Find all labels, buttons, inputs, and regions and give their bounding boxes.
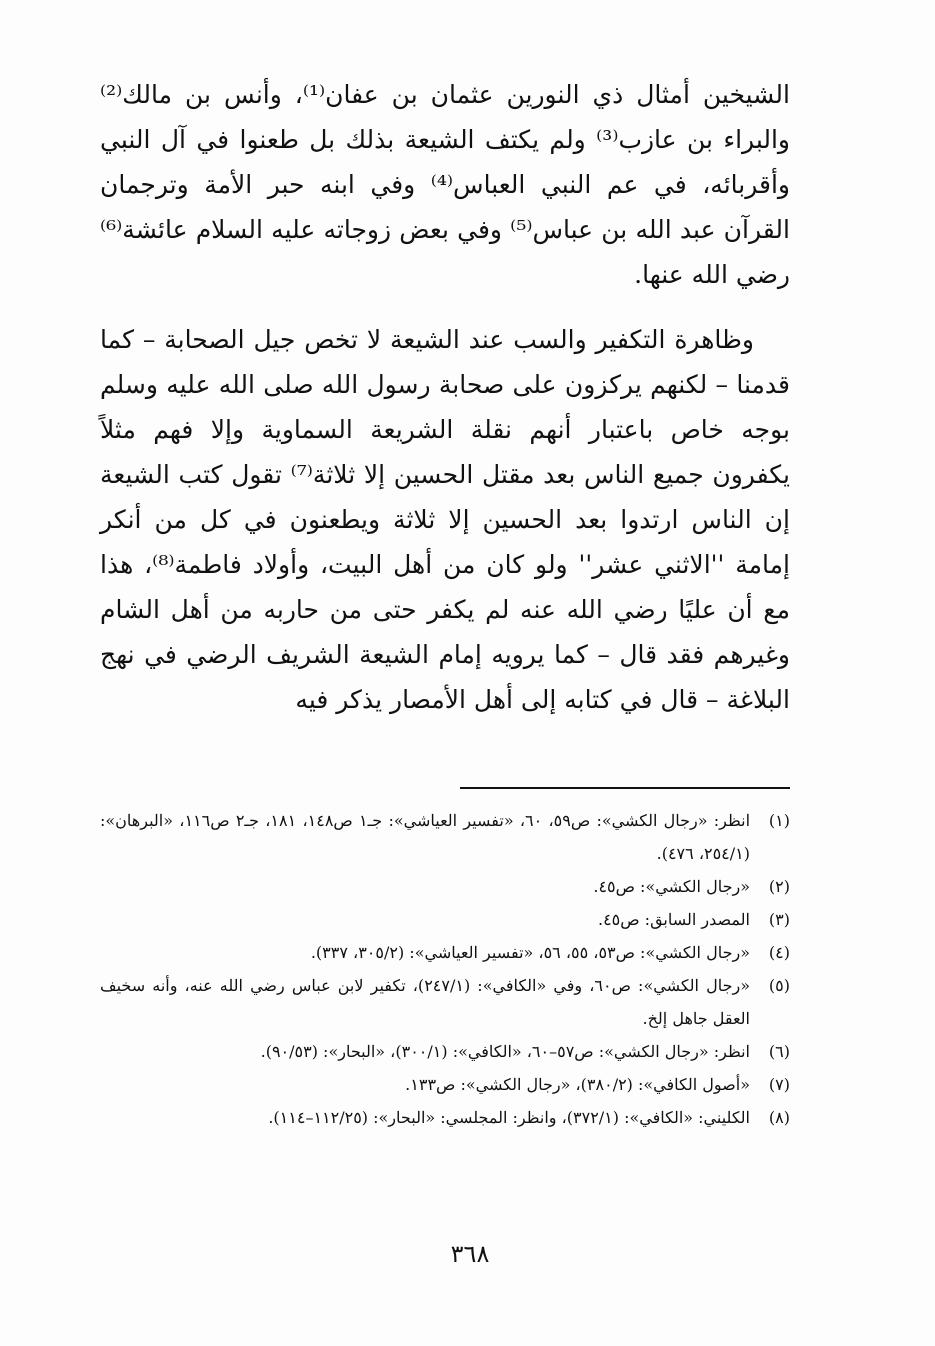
footnote-8 — [100, 1101, 790, 1134]
footnote-number: (٢) — [768, 877, 790, 896]
footnote-text: المصدر السابق: ص٤٥. — [597, 910, 750, 929]
paragraph-1: الشيخين أمثال ذي النورين عثمان بن عفان⁽¹⁾، وأنس بن مالك⁽²⁾ والبراء بن عازب⁽³⁾ ولم يكتف الشيعة بذلك بل طعنوا في آل النبي وأقربائه، في عم النبي العباس⁽⁴⁾ وفي ابنه حبر الأمة وترجمان القرآن عبد الله بن عباس⁽⁵⁾ وفي بعض زوجاته عليه السلام عائشة⁽⁶⁾ رضي الله عنها. — [100, 80, 790, 289]
footnote-text: انظر: «رجال الكشي»: ص٥٧–٦٠، «الكافي»: (٣٠٠/١)، «البحار»: (٩٠/٥٣). — [260, 1042, 750, 1061]
footnote-text: «رجال الكشي»: ص٦٠، وفي «الكافي»: (٢٤٧/١)، تكفير لابن عباس رضي الله عنه، وأنه سخيف العقل جاهل إلخ. — [100, 976, 751, 1028]
footnote-text: «أصول الكافي»: (٣٨٠/٢)، «رجال الكشي»: ص١٣٣. — [405, 1075, 750, 1094]
footnote-text: انظر: «رجال الكشي»: ص٥٩، ٦٠، «تفسير العياشي»: جـ١ ص١٤٨، ١٨١، جـ٢ ص١١٦، «البرهان»: (٢٥٤/١، ٤٧٦). — [100, 811, 751, 863]
footnote-7 — [100, 1068, 790, 1101]
main-text — [100, 72, 790, 722]
footnote-4 — [100, 936, 790, 969]
footnote-number: (٣) — [768, 910, 790, 929]
footnote-text: «رجال الكشي»: ص٤٥. — [593, 877, 750, 896]
footnote-number: (٦) — [768, 1042, 790, 1061]
footnote-number: (٧) — [768, 1075, 790, 1094]
footnotes — [100, 804, 790, 1134]
footnote-number: (٤) — [768, 943, 790, 962]
footnote-number: (٨) — [768, 1108, 790, 1127]
footnote-separator — [460, 787, 790, 789]
footnote-1 — [100, 804, 790, 870]
footnote-text: الكليني: «الكافي»: (٣٧٢/١)، وانظر: المجلسي: «البحار»: (١١٢/٢٥–١١٤). — [268, 1108, 750, 1127]
footnote-5 — [100, 969, 790, 1035]
footnote-number: (٥) — [768, 976, 790, 995]
footnote-2 — [100, 870, 790, 903]
footnote-number: (١) — [768, 811, 790, 830]
paragraph-2: وظاهرة التكفير والسب عند الشيعة لا تخص جيل الصحابة – كما قدمنا – لكنهم يركزون على صحابة رسول الله صلى الله عليه وسلم بوجه خاص باعتبار أنهم نقلة الشريعة السماوية وإلا فهم مثلاً يكفرون جميع الناس بعد مقتل الحسين إلا ثلاثة⁽⁷⁾ تقول كتب الشيعة إن الناس ارتدوا بعد الحسين إلا ثلاثة ويطعنون في كل من أنكر إمامة ''الاثني عشر'' ولو كان من أهل البيت، وأولاد فاطمة⁽⁸⁾، هذا مع أن عليًا رضي الله عنه لم يكفر حتى من حاربه من أهل الشام وغيرهم فقد قال – كما يرويه إمام الشيعة الشريف الرضي في نهج البلاغة – قال في كتابه إلى أهل الأمصار يذكر فيه — [100, 325, 791, 714]
footnote-text: «رجال الكشي»: ص٥٣، ٥٥، ٥٦، «تفسير العياشي»: (٣٠٥/٢، ٣٣٧). — [310, 943, 750, 962]
page-number: ٣٦٨ — [450, 1240, 490, 1268]
footnote-6 — [100, 1035, 790, 1068]
footnote-3 — [100, 903, 790, 936]
